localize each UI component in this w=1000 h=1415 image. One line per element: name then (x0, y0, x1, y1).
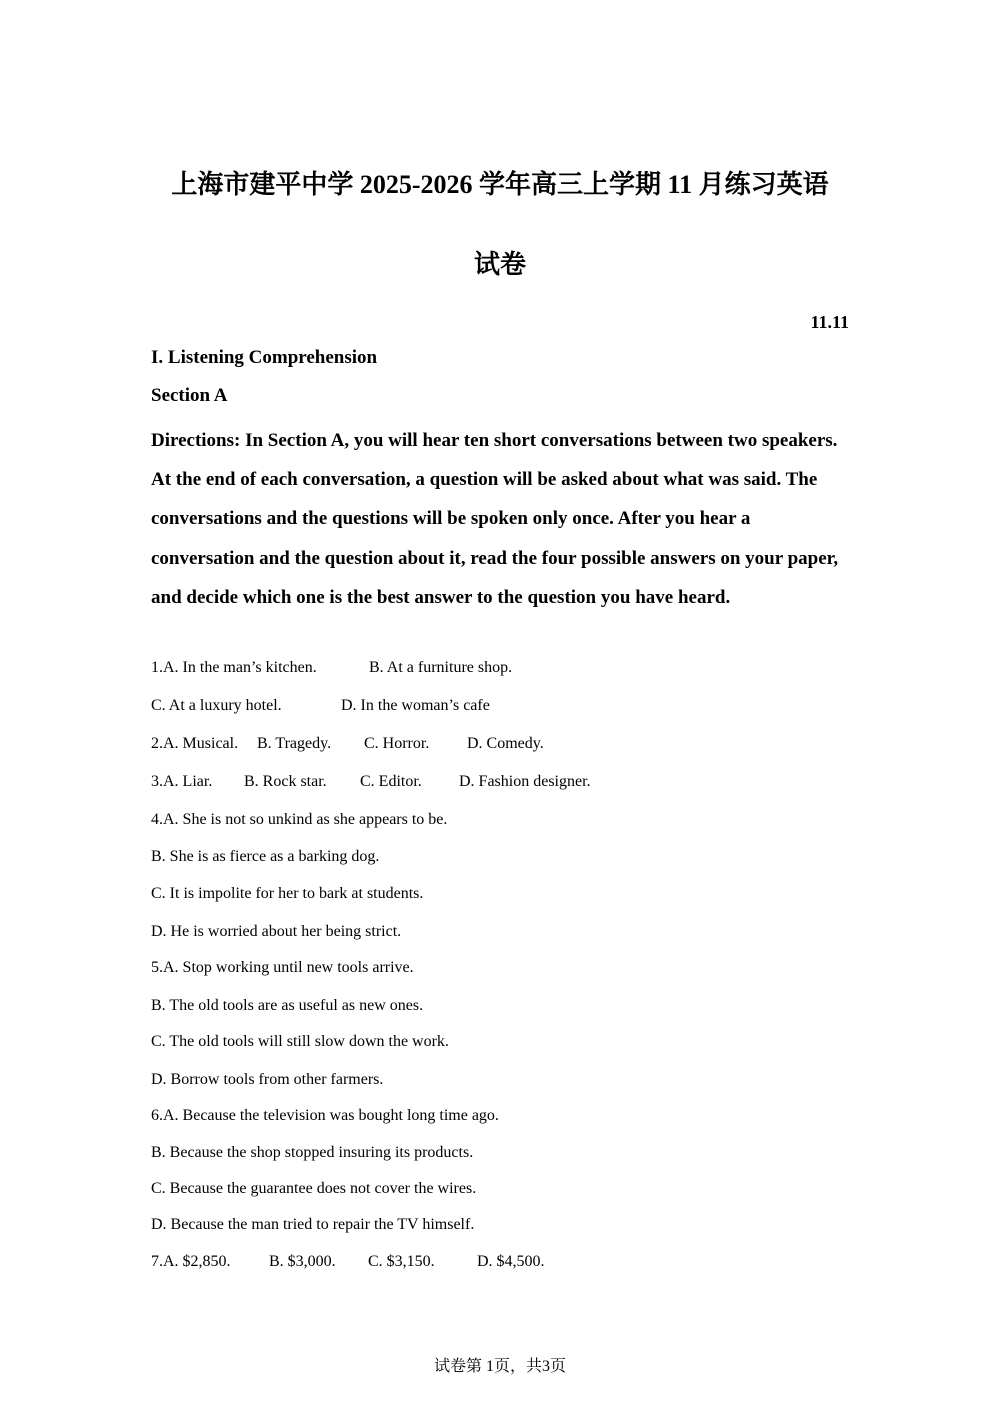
question-7-option-b: B. $3,000. (269, 1253, 336, 1270)
question-6-option-c: C. Because the guarantee does not cover the wires. (151, 1180, 477, 1197)
question-2-option-c: C. Horror. (364, 735, 430, 752)
question-6-option-a: 6.A. Because the television was bought long time ago. (151, 1107, 499, 1124)
directions-text: Directions: In Section A, you will hear ten short conversations between two speakers. At the end of each conversation, a question will be asked about what was said. The conversations and the questions will be spoken only once. After you hear a conversation and the question about it, read the four possible answers on your paper, and decide which one is the best answer to the question you have heard. (151, 430, 839, 608)
question-3-option-d: D. Fashion designer. (459, 773, 591, 790)
question-1-option-a: 1.A. In the man’s kitchen. (151, 659, 317, 676)
question-5-option-d: D. Borrow tools from other farmers. (151, 1071, 384, 1088)
question-1-option-b: B. At a furniture shop. (369, 659, 513, 676)
question-3-row (151, 771, 591, 793)
question-5-option-c: C. The old tools will still slow down the work. (151, 1033, 449, 1050)
question-3-option-b: B. Rock star. (244, 773, 327, 790)
question-7-option-a: 7.A. $2,850. (151, 1253, 231, 1270)
question-2-option-d: D. Comedy. (467, 735, 544, 752)
page-title-line2: 试卷 (473, 250, 526, 279)
question-7-option-d: D. $4,500. (477, 1253, 545, 1270)
question-6-option-d: D. Because the man tried to repair the TV himself. (151, 1216, 475, 1233)
question-1-option-d: D. In the woman’s cafe (341, 697, 490, 714)
question-4-option-b: B. She is as fierce as a barking dog. (151, 848, 380, 865)
question-5-option-a: 5.A. Stop working until new tools arrive. (151, 959, 414, 976)
question-3-option-a: 3.A. Liar. (151, 773, 213, 790)
question-7-row (151, 1251, 545, 1273)
question-2-row (151, 733, 544, 755)
page-title-line1: 上海市建平中学 2025-2026 学年高三上学期 11 月练习英语 (171, 170, 829, 199)
question-1-row-1 (151, 657, 512, 679)
exam-date: 11.11 (810, 312, 849, 332)
page-footer: 试卷第 1页，共3页 (433, 1358, 566, 1375)
question-1-option-c: C. At a luxury hotel. (151, 697, 282, 714)
question-6-option-b: B. Because the shop stopped insuring its products. (151, 1144, 474, 1161)
question-4-option-d: D. He is worried about her being strict. (151, 923, 402, 940)
question-5-option-b: B. The old tools are as useful as new ones. (151, 997, 424, 1014)
question-3-option-c: C. Editor. (360, 773, 422, 790)
question-7-option-c: C. $3,150. (368, 1253, 435, 1270)
question-2-option-b: B. Tragedy. (257, 735, 332, 752)
question-1-row-2 (151, 695, 490, 717)
section-heading: Section A (151, 385, 228, 406)
question-4-option-c: C. It is impolite for her to bark at students. (151, 885, 424, 902)
part-heading: I. Listening Comprehension (151, 347, 378, 368)
question-4-option-a: 4.A. She is not so unkind as she appears to be. (151, 811, 448, 828)
question-2-option-a: 2.A. Musical. (151, 735, 239, 752)
